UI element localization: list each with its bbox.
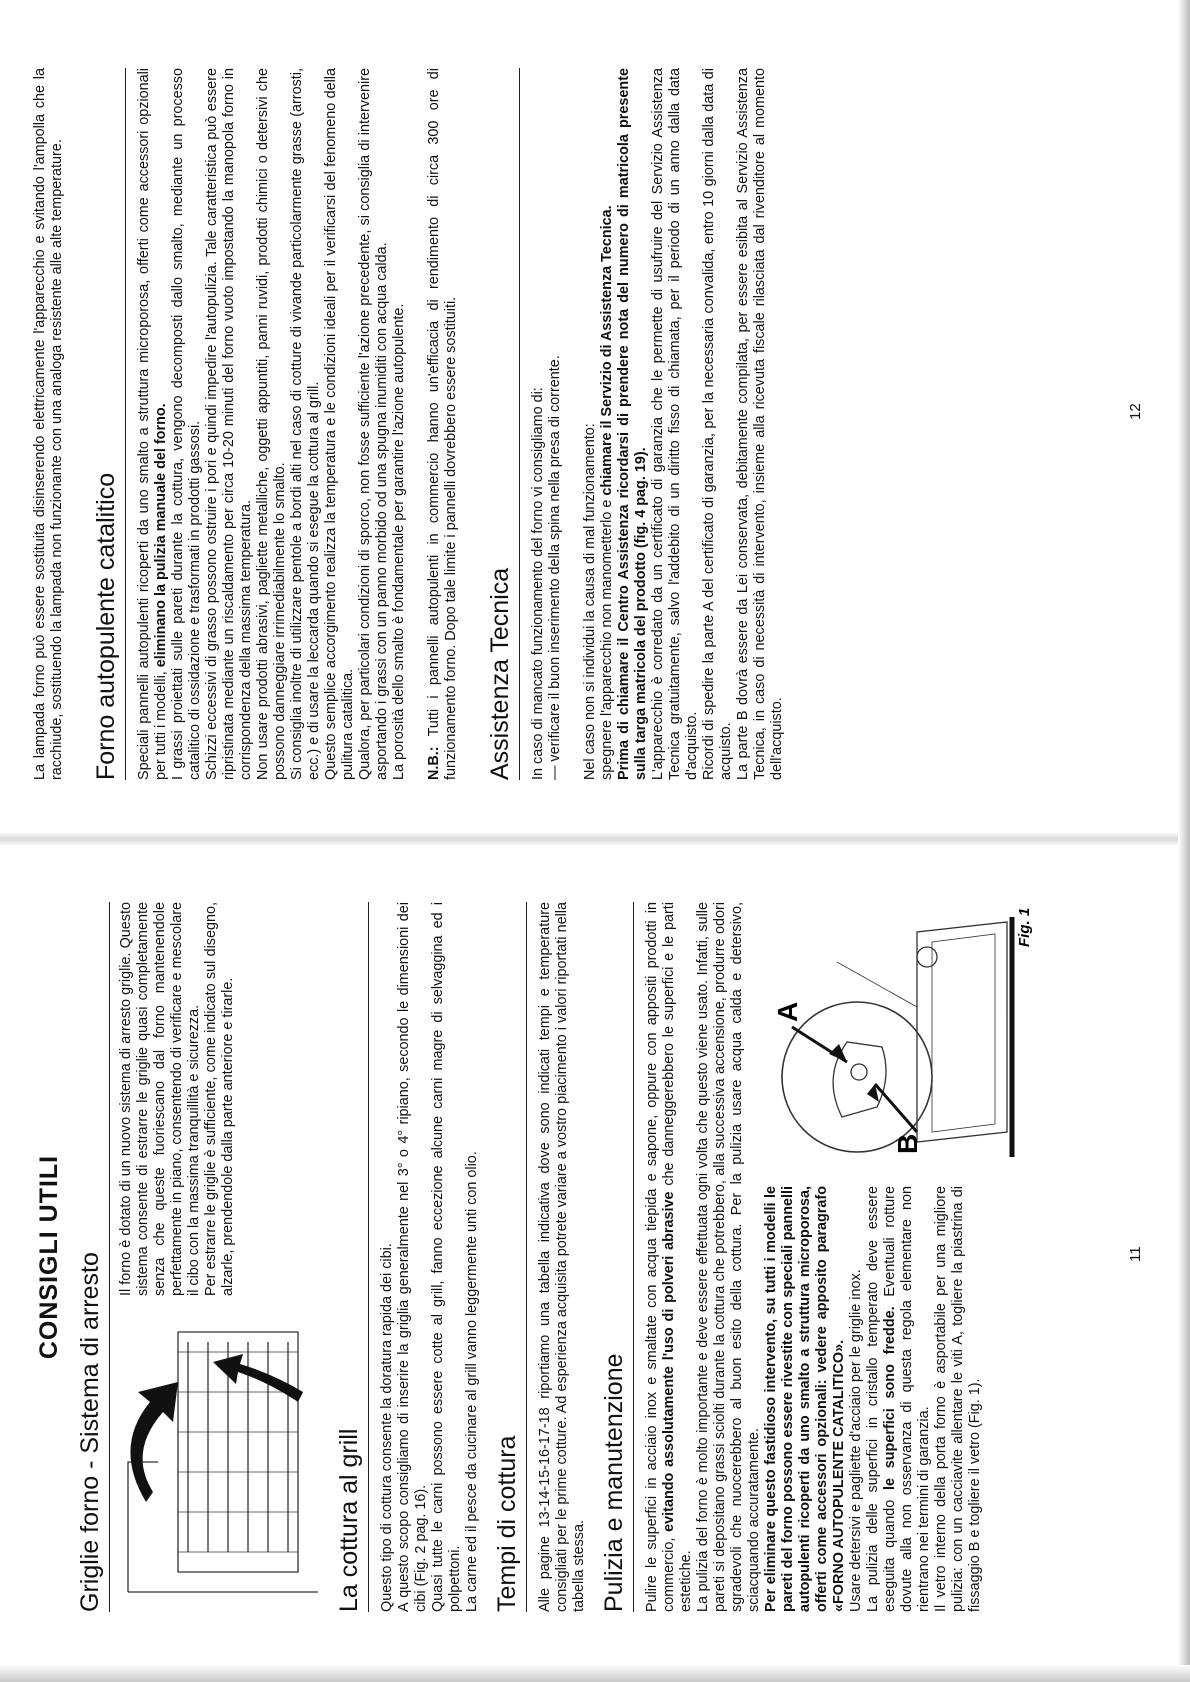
paragraph: Il vetro interno della porta forno è asportabile per una migliore pulizia: con un cacciavite allentare le viti A, togliere la piastrina di fissaggio B e togliere il vetro (Fig. 1). bbox=[933, 1186, 983, 1612]
section-catalitico bbox=[92, 68, 460, 780]
page-number: 12 bbox=[1127, 403, 1144, 420]
page-11 bbox=[0, 862, 1190, 1662]
text: Tutti i pannelli autopulenti in commercio hanno un'efficacia di rendimento di circa 300 ore di funzionamento forno. Dopo tale limite i pannelli dovrebbero essere sostituiti. bbox=[426, 68, 459, 780]
text: Pulire le superfici in acciaio inox e smaltate con acqua tiepida e sapone, oppure con appositi prodotti in commercio, bbox=[644, 902, 677, 1612]
fig1-caption: Fig. 1 bbox=[1016, 907, 1033, 947]
section-grill bbox=[335, 902, 481, 1612]
page-12 bbox=[0, 20, 1190, 820]
paragraph: La porosità dello smalto è fondamentale per garantire l'azione autopulente. bbox=[391, 303, 407, 780]
text: La pulizia delle superfici in cristallo temperato deve essere eseguita quando bbox=[865, 1186, 898, 1612]
paragraph: Nel caso non si individui la causa di mal funzionamento: bbox=[582, 423, 598, 780]
paragraph bbox=[599, 68, 616, 780]
bold-text: le superfici sono fredde. bbox=[882, 1306, 898, 1491]
bold-text: Prima di chiamare il Centro Assistenza ricordarsi di prendere nota del numero di matricola presente sulla targa matricola del prodotto (fig. 4 pag. 19). bbox=[616, 68, 649, 780]
text: spegnere l'apparecchio non manometterlo e bbox=[599, 495, 615, 780]
text: che danneggerebbero le superfici e le parti estetiche. bbox=[661, 902, 694, 1612]
paragraph: Schizzi eccessivi di grasso possono ostruire i pori e quindi impedire l'autopulizia. Tale caratteristica può essere ripristinata mediante un riscaldamento per circa 10-20 minuti del forno vuoto impostando la manopola forno in corrispondenza della massima temperatura. bbox=[204, 68, 254, 780]
fig1-door-glass-illustration bbox=[767, 902, 1037, 1172]
heading-grill: La cottura al grill bbox=[335, 902, 369, 1612]
paragraph: Ricordi di spedire la parte A del certificato di garanzia, per la necessaria convalida, entro 10 giorni dalla data di acquisto. bbox=[701, 68, 734, 780]
paragraph bbox=[136, 68, 170, 780]
bold-text: evitando assolutamente l'uso di polveri abrasive bbox=[661, 1191, 677, 1532]
paragraph: Questo semplice accorgimento realizza la temperatura e le condizioni ideali per il verificarsi del fenomeno della pulitura catalitica. bbox=[323, 68, 356, 780]
heading-pulizia: Pulizia e manutenzione bbox=[600, 902, 634, 1612]
paragraph: In caso di mancato funzionamento del forno vi consigliamo di: bbox=[530, 387, 546, 780]
heading-griglie: Griglie forno - Sistema di arresto bbox=[76, 902, 110, 1612]
paragraph: L'apparecchio è corredato da un certificato di garanzia che le permette di usufruire del Servizio Assistenza Tecnica gratuitamente, salvo l'addebito di un diritto fisso di chiamata, per il periodo di un anno dalla data d'acquisto. bbox=[650, 68, 700, 780]
paragraph: Si consiglia inoltre di utilizzare pentole a bordi alti nel caso di cotture di vivande particolarmente grasse (arrosti, ecc.) e di usare la leccarda quando si esegue la cottura al grill. bbox=[289, 68, 322, 780]
section-assistenza bbox=[486, 68, 786, 780]
paragraph: La carne ed il pesce da cucinare al grill vanno leggermente unti con olio. bbox=[464, 1151, 480, 1612]
bold-text: Per eliminare questo fastidioso intervento, su tutti i modelli le pareti del forno possono essere rivestite con speciali pannelli autopulenti ricoperti da uno smalto a struttura microporosa, offerti come accessori opzionali: vedere apposito paragrafo «FORNO AUTOPULENTE CATALITICO». bbox=[763, 1186, 847, 1612]
paragraph: Per estrarre le griglie è sufficiente, come indicato sul disegno, alzarle, prendendole dalla parte anteriore e tirarle. bbox=[203, 902, 236, 1296]
paragraph: Usare detersivi e pagliette d'acciaio per le griglie inox. bbox=[848, 1269, 864, 1612]
paragraph bbox=[616, 68, 650, 780]
heading-tempi: Tempi di cottura bbox=[493, 902, 527, 1612]
heading-catalitico: Forno autopulente catalitico bbox=[92, 68, 126, 780]
scan-edge-bottom bbox=[0, 1665, 1190, 1682]
paragraph bbox=[644, 902, 695, 1612]
paragraph: Qualora, per particolari condizioni di sporco, non fosse sufficiente l'azione precedente, si consiglia di intervenire asportando i grassi con un panno morbido od una spugna inumiditi con acqua calda. bbox=[357, 68, 390, 780]
bold-text: eliminano la pulizia manuale del forno. bbox=[153, 403, 169, 668]
paragraph: Questo tipo di cottura consente la doratura rapida dei cibi. bbox=[379, 1243, 395, 1612]
bold-text: N.B.: bbox=[426, 746, 442, 780]
paragraph: Alle pagine 13-14-15-16-17-18 riportiamo una tabella indicativa dove sono indicati tempi e temperature consigliati per le prime cotture. Ad esperienza acquisita potrete variare a vostro piacimento i valori riportati nella tabella stessa. bbox=[537, 902, 587, 1612]
text: Eventuali rotture dovute alla non osservanza di questa regola elementare non rientrano nei termini di garanzia. bbox=[882, 1186, 932, 1612]
page-fold-shadow bbox=[0, 832, 1190, 846]
nb-paragraph bbox=[426, 68, 460, 780]
page-number: 11 bbox=[1127, 1246, 1144, 1262]
paragraph: I grassi proiettati sulle pareti durante la cottura, vengono decomposti dallo smalto, mediante un processo catalitico di ossidazione e trasformati in prodotti gassosi. bbox=[170, 68, 203, 780]
paragraph: Quasi tutte le carni possono essere cotte al grill, fanno eccezione alcune carni magre di selvaggina ed i polpettoni. bbox=[430, 902, 463, 1612]
paragraph-lamp: La lampada forno può essere sostituita disinserendo elettricamente l'apparecchio e svitando l'ampolla che la racchiude, sostituendo la lampada non funzionante con una analoga resistente alle alte temperature. bbox=[32, 68, 65, 780]
document-title: CONSIGLI UTILI bbox=[35, 1154, 63, 1360]
oven-rack-illustration bbox=[118, 1312, 323, 1612]
paragraph: La pulizia del forno è molto importante e deve essere effettuata ogni volta che questo viene usato. Infatti, sulle pareti si depositano grassi sciolti durante la cottura che potrebbero, alla successiva accensione, produrre odori sgradevoli che nuocerebbero al buon esito della cottura. Per la pulizia usare acqua calda e detersivo, sciacquando accuratamente. bbox=[695, 902, 762, 1612]
text: Speciali pannelli autopulenti ricoperti da uno smalto a struttura microporosa, offerti come accessori opzionali per tutti i modelli, bbox=[136, 68, 169, 780]
fig1-label-a: A bbox=[772, 1001, 803, 1022]
heading-assistenza: Assistenza Tecnica bbox=[486, 68, 520, 780]
section-pulizia bbox=[600, 902, 1033, 1612]
section-tempi bbox=[493, 902, 588, 1612]
griglie-row bbox=[118, 902, 323, 1612]
bold-text: chiamare il Servizio di Assistenza Tecnica. bbox=[599, 205, 615, 496]
paragraph: A questo scopo consigliamo di inserire la griglia generalmente nel 3° o 4° ripiano, secondo le dimensioni dei cibi (Fig. 2 pag. 16). bbox=[396, 902, 429, 1612]
section-griglie bbox=[76, 902, 323, 1612]
paragraph: Il forno è dotato di un nuovo sistema di arresto griglie. Questo sistema consente di estrarre le griglie quasi completamente senza che queste fuoriescano dal forno mantenendole perfettamente in piano, consentendo di verificare e mescolare il cibo con la massima tranquillità e sicurezza. bbox=[118, 902, 202, 1296]
scan-edge-right bbox=[1178, 0, 1190, 1682]
paragraph: — verificare il buon inserimento della spina nella presa di corrente. bbox=[547, 355, 563, 780]
paragraph: La parte B dovrà essere da Lei conservata, debitamente compilata, per essere esibita al Servizio Assistenza Tecnica, in caso di necessità di intervento, insieme alla ricevuta fiscale rilasciata dal rivenditore al momento dell'acquisto. bbox=[735, 68, 785, 780]
fig1-label-b: B bbox=[892, 1133, 923, 1154]
paragraph: Non usare prodotti abrasivi, pagliette metalliche, oggetti appuntiti, panni ruvidi, prodotti chimici o detersivi che possono danneggiare irrimediabilmente lo smalto. bbox=[255, 68, 288, 780]
griglie-text bbox=[118, 902, 323, 1296]
